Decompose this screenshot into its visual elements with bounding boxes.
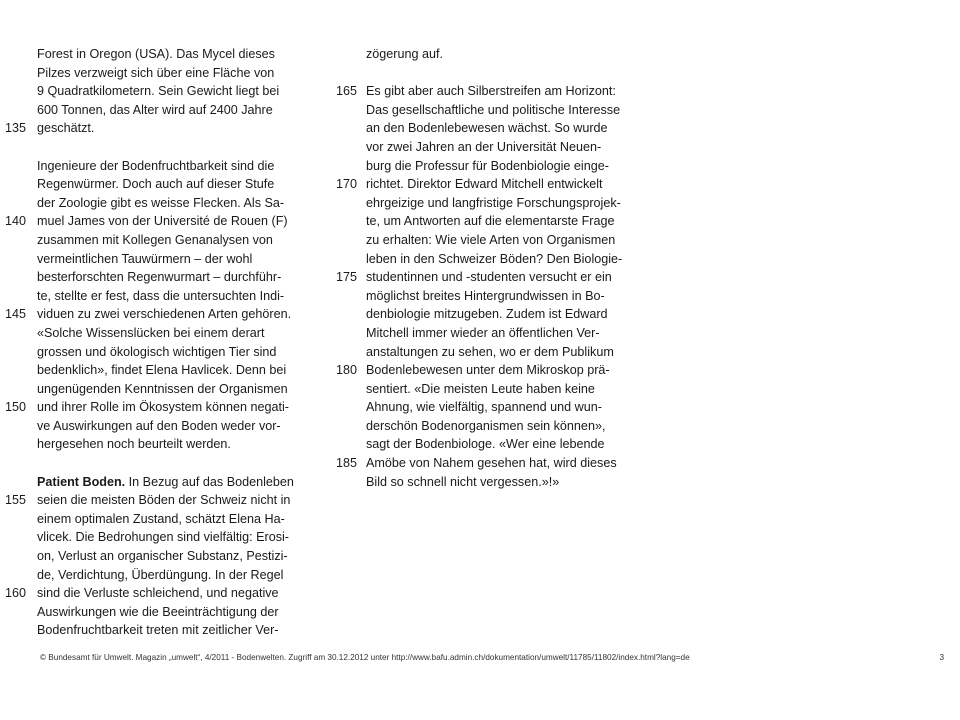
- text-line: [330, 398, 630, 417]
- text-line: [0, 45, 300, 64]
- line-text: sind die Verluste schleichend, und negative: [37, 586, 279, 601]
- page-footer: [40, 653, 944, 662]
- line-text: burg die Professur für Bodenbiologie einge-: [366, 158, 609, 173]
- line-text: [37, 473, 294, 492]
- text-line: [330, 454, 630, 473]
- text-line: [0, 566, 300, 585]
- text-line: [0, 528, 300, 547]
- line-text: ehrgeizige und langfristige Forschungsprojek-: [366, 195, 621, 210]
- text-line: [0, 119, 300, 138]
- line-text: richtet. Direktor Edward Mitchell entwickelt: [366, 177, 603, 192]
- text-line: [330, 138, 630, 157]
- line-number: 185: [336, 456, 358, 471]
- heading-rest: In Bezug auf das Bodenleben: [125, 474, 294, 489]
- line-number: 175: [336, 270, 358, 285]
- line-text: ungenügenden Kenntnissen der Organismen: [37, 381, 288, 396]
- line-text: vor zwei Jahren an der Universität Neuen-: [366, 139, 602, 154]
- section-heading: Patient Boden.: [37, 474, 126, 489]
- text-line: [0, 491, 300, 510]
- line-text: Es gibt aber auch Silberstreifen am Horizont:: [366, 84, 616, 99]
- footer-citation: © Bundesamt für Umwelt. Magazin „umwelt“, 4/2011 - Bodenwelten. Zugriff am 30.12.2012 unter http://www.bafu.admin.ch/dokumentation/umwelt/11785/11802/index.html?lang=de: [40, 653, 690, 662]
- text-line: [330, 175, 630, 194]
- right-column: [330, 45, 630, 491]
- text-line: [0, 305, 300, 324]
- text-line: [330, 231, 630, 250]
- line-text: muel James von der Université de Rouen (F): [37, 214, 288, 229]
- text-line: [0, 157, 300, 176]
- text-line: [330, 45, 630, 64]
- line-text: studentinnen und -studenten versucht er ein: [366, 270, 612, 285]
- line-text: zusammen mit Kollegen Genanalysen von: [37, 232, 273, 247]
- text-line: [330, 435, 630, 454]
- line-number: 165: [336, 84, 358, 99]
- line-text: on, Verlust an organischer Substanz, Pestizi-: [37, 549, 288, 564]
- line-text: an den Bodenlebewesen wächst. So wurde: [366, 121, 608, 136]
- line-text: te, stellte er fest, dass die untersuchten Indi-: [37, 288, 285, 303]
- line-text: vermeintlichen Tauwürmern – der wohl: [37, 251, 253, 266]
- text-line: [330, 194, 630, 213]
- text-line: [330, 250, 630, 269]
- line-text: Pilzes verzweigt sich über eine Fläche von: [37, 65, 275, 80]
- line-text: möglichst breites Hintergrundwissen in Bo-: [366, 288, 605, 303]
- line-text: ve Auswirkungen auf den Boden weder vor-: [37, 418, 281, 433]
- text-line: [0, 584, 300, 603]
- text-line: [330, 324, 630, 343]
- line-text: Ingenieure der Bodenfruchtbarkeit sind die: [37, 158, 275, 173]
- line-number: 150: [5, 400, 27, 415]
- line-text: de, Verdichtung, Überdüngung. In der Regel: [37, 567, 284, 582]
- text-line: [0, 194, 300, 213]
- text-line: [0, 64, 300, 83]
- text-line: [0, 603, 300, 622]
- text-line: [0, 82, 300, 101]
- text-line: [0, 175, 300, 194]
- text-line: [330, 287, 630, 306]
- line-text: 600 Tonnen, das Alter wird auf 2400 Jahre: [37, 102, 273, 117]
- text-line: [0, 343, 300, 362]
- text-line: [0, 473, 300, 492]
- text-line: [0, 621, 300, 640]
- text-line: [0, 212, 300, 231]
- text-line: [0, 268, 300, 287]
- line-number: 170: [336, 177, 358, 192]
- text-line: [330, 343, 630, 362]
- text-line: [330, 101, 630, 120]
- text-line: [330, 417, 630, 436]
- text-line: [330, 380, 630, 399]
- text-line: [330, 361, 630, 380]
- text-line: [330, 119, 630, 138]
- line-text: sentiert. «Die meisten Leute haben keine: [366, 381, 595, 396]
- line-text: Regenwürmer. Doch auch auf dieser Stufe: [37, 177, 275, 192]
- line-text: derschön Bodenorganismen sein können»,: [366, 418, 606, 433]
- text-line: [0, 547, 300, 566]
- line-text: hergesehen noch beurteilt werden.: [37, 437, 231, 452]
- line-text: bedenklich», findet Elena Havlicek. Denn bei: [37, 363, 287, 378]
- line-text: Bild so schnell nicht vergessen.»!»: [366, 474, 560, 489]
- text-line: [330, 305, 630, 324]
- text-line: [0, 398, 300, 417]
- line-text: sagt der Bodenbiologe. «Wer eine lebende: [366, 437, 605, 452]
- line-text: seien die meisten Böden der Schweiz nicht in: [37, 493, 291, 508]
- line-number: 180: [336, 363, 358, 378]
- line-text: einem optimalen Zustand, schätzt Elena Ha-: [37, 511, 285, 526]
- line-number: 155: [5, 493, 27, 508]
- text-line: [330, 82, 630, 101]
- line-text: Das gesellschaftliche und politische Interesse: [366, 102, 621, 117]
- line-text: geschätzt.: [37, 121, 95, 136]
- line-text: denbiologie mitzugeben. Zudem ist Edward: [366, 307, 608, 322]
- text-line: [0, 231, 300, 250]
- line-text: Amöbe von Nahem gesehen hat, wird dieses: [366, 456, 617, 471]
- text-line: [330, 473, 630, 492]
- paragraph-gap: [0, 454, 300, 473]
- text-line: [330, 268, 630, 287]
- text-line: [0, 510, 300, 529]
- paragraph-gap: [0, 138, 300, 157]
- text-line: [0, 380, 300, 399]
- line-number: 160: [5, 586, 27, 601]
- line-text: der Zoologie gibt es weisse Flecken. Als Sa-: [37, 195, 285, 210]
- text-line: [0, 361, 300, 380]
- line-text: viduen zu zwei verschiedenen Arten gehören.: [37, 307, 292, 322]
- line-text: Bodenfruchtbarkeit treten mit zeitlicher Ver-: [37, 623, 279, 638]
- line-text: besterforschten Regenwurmart – durchführ-: [37, 270, 282, 285]
- line-number: 140: [5, 214, 27, 229]
- left-column: [0, 45, 300, 640]
- text-line: [0, 250, 300, 269]
- line-text: te, um Antworten auf die elementarste Frage: [366, 214, 615, 229]
- text-line: [0, 417, 300, 436]
- line-text: «Solche Wissenslücken bei einem derart: [37, 325, 265, 340]
- page-number: 3: [939, 653, 944, 662]
- line-text: Bodenlebewesen unter dem Mikroskop prä-: [366, 363, 610, 378]
- line-text: anstaltungen zu sehen, wo er dem Publikum: [366, 344, 614, 359]
- text-line: [330, 212, 630, 231]
- text-line: [0, 287, 300, 306]
- line-number: 135: [5, 121, 27, 136]
- line-text: Ahnung, wie vielfältig, spannend und wun-: [366, 400, 602, 415]
- line-text: Mitchell immer wieder an öffentlichen Ver-: [366, 325, 600, 340]
- line-text: und ihrer Rolle im Ökosystem können negati-: [37, 400, 289, 415]
- line-text: zu erhalten: Wie viele Arten von Organismen: [366, 232, 616, 247]
- line-text: Auswirkungen wie die Beeinträchtigung der: [37, 604, 279, 619]
- line-text: zögerung auf.: [366, 47, 444, 61]
- text-line: [330, 157, 630, 176]
- line-text: 9 Quadratkilometern. Sein Gewicht liegt bei: [37, 84, 280, 99]
- text-line: [0, 435, 300, 454]
- text-line: [0, 324, 300, 343]
- line-text: leben in den Schweizer Böden? Den Biologie-: [366, 251, 623, 266]
- line-text: Forest in Oregon (USA). Das Mycel dieses: [37, 47, 275, 61]
- line-text: vlicek. Die Bedrohungen sind vielfältig: Erosi-: [37, 530, 289, 545]
- line-text: grossen und ökologisch wichtigen Tier sind: [37, 344, 277, 359]
- paragraph-gap: [330, 64, 630, 83]
- text-line: [0, 101, 300, 120]
- line-number: 145: [5, 307, 27, 322]
